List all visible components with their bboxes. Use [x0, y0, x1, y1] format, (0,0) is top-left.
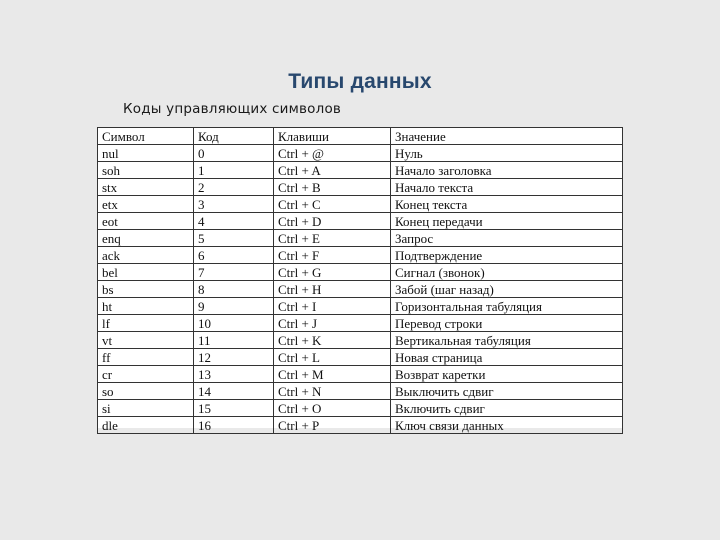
cell-keys: Ctrl + F [274, 247, 391, 264]
header-keys: Клавиши [274, 128, 391, 145]
table-row [98, 383, 623, 400]
cell-keys: Ctrl + J [274, 315, 391, 332]
table-row [98, 315, 623, 332]
cell-symbol: bs [98, 281, 194, 298]
cell-keys: Ctrl + @ [274, 145, 391, 162]
cell-code: 0 [194, 145, 274, 162]
cell-symbol: ff [98, 349, 194, 366]
table-row [98, 264, 623, 281]
cell-meaning: Вертикальная табуляция [391, 332, 623, 349]
header-symbol: Символ [98, 128, 194, 145]
cell-code: 3 [194, 196, 274, 213]
table-row [98, 417, 623, 434]
cell-code: 7 [194, 264, 274, 281]
cell-symbol: soh [98, 162, 194, 179]
cell-symbol: lf [98, 315, 194, 332]
cell-keys: Ctrl + N [274, 383, 391, 400]
cell-meaning: Начало текста [391, 179, 623, 196]
cell-code: 14 [194, 383, 274, 400]
cell-keys: Ctrl + B [274, 179, 391, 196]
cell-meaning: Ключ связи данных [391, 417, 623, 434]
cell-meaning: Возврат каретки [391, 366, 623, 383]
cell-meaning: Выключить сдвиг [391, 383, 623, 400]
cell-keys: Ctrl + G [274, 264, 391, 281]
cell-code: 11 [194, 332, 274, 349]
table-row [98, 213, 623, 230]
cell-code: 12 [194, 349, 274, 366]
cell-symbol: cr [98, 366, 194, 383]
cell-keys: Ctrl + L [274, 349, 391, 366]
cell-meaning: Подтверждение [391, 247, 623, 264]
cell-keys: Ctrl + P [274, 417, 391, 434]
cell-symbol: ht [98, 298, 194, 315]
cell-code: 4 [194, 213, 274, 230]
table-row [98, 230, 623, 247]
cell-meaning: Новая страница [391, 349, 623, 366]
cell-code: 5 [194, 230, 274, 247]
cell-symbol: bel [98, 264, 194, 281]
cell-symbol: vt [98, 332, 194, 349]
cell-symbol: enq [98, 230, 194, 247]
cell-meaning: Конец передачи [391, 213, 623, 230]
cell-symbol: nul [98, 145, 194, 162]
cell-code: 13 [194, 366, 274, 383]
cell-code: 15 [194, 400, 274, 417]
page-title: Типы данных [288, 70, 432, 93]
cell-meaning: Перевод строки [391, 315, 623, 332]
cell-code: 8 [194, 281, 274, 298]
cell-code: 16 [194, 417, 274, 434]
cell-symbol: eot [98, 213, 194, 230]
table-row [98, 247, 623, 264]
table-row [98, 145, 623, 162]
cell-meaning: Сигнал (звонок) [391, 264, 623, 281]
cell-symbol: stx [98, 179, 194, 196]
cell-meaning: Начало заголовка [391, 162, 623, 179]
cell-symbol: si [98, 400, 194, 417]
cell-keys: Ctrl + D [274, 213, 391, 230]
cell-keys: Ctrl + E [274, 230, 391, 247]
cell-code: 2 [194, 179, 274, 196]
table-row [98, 332, 623, 349]
table-row [98, 281, 623, 298]
cell-keys: Ctrl + O [274, 400, 391, 417]
control-codes-table-container [97, 127, 622, 433]
table-row [98, 298, 623, 315]
cell-keys: Ctrl + C [274, 196, 391, 213]
table-row [98, 162, 623, 179]
cell-keys: Ctrl + A [274, 162, 391, 179]
control-codes-table [97, 127, 623, 434]
table-header-row [98, 128, 623, 145]
table-row [98, 366, 623, 383]
table-row [98, 179, 623, 196]
table-row [98, 400, 623, 417]
cell-keys: Ctrl + K [274, 332, 391, 349]
cell-meaning: Горизонтальная табуляция [391, 298, 623, 315]
cell-symbol: so [98, 383, 194, 400]
cell-keys: Ctrl + M [274, 366, 391, 383]
cell-keys: Ctrl + H [274, 281, 391, 298]
cell-symbol: dle [98, 417, 194, 434]
cell-symbol: etx [98, 196, 194, 213]
cell-meaning: Включить сдвиг [391, 400, 623, 417]
cell-code: 10 [194, 315, 274, 332]
cell-symbol: ack [98, 247, 194, 264]
cell-keys: Ctrl + I [274, 298, 391, 315]
cell-meaning: Нуль [391, 145, 623, 162]
cell-meaning: Конец текста [391, 196, 623, 213]
table-body [98, 145, 623, 434]
cell-meaning: Забой (шаг назад) [391, 281, 623, 298]
page-subtitle: Коды управляющих символов [123, 101, 342, 117]
cell-code: 1 [194, 162, 274, 179]
table-row [98, 349, 623, 366]
cell-code: 9 [194, 298, 274, 315]
cell-meaning: Запрос [391, 230, 623, 247]
table-row [98, 196, 623, 213]
header-code: Код [194, 128, 274, 145]
cell-code: 6 [194, 247, 274, 264]
header-meaning: Значение [391, 128, 623, 145]
